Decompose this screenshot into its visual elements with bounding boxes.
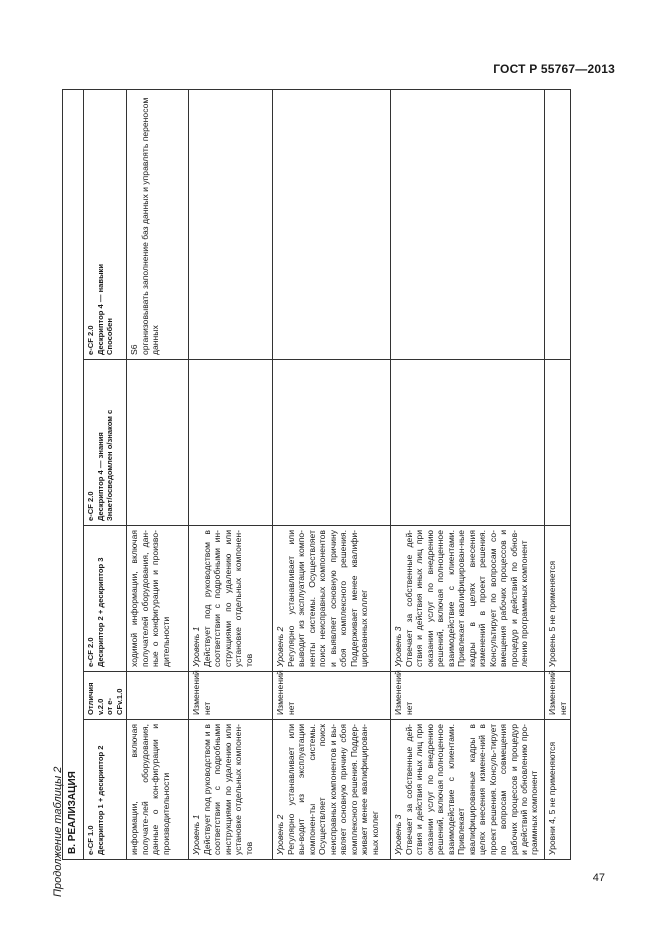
table-cell: [391, 89, 545, 359]
table-cell: [189, 720, 273, 860]
skill-code: S6: [129, 344, 140, 355]
table-cell: [127, 89, 189, 359]
table-row: [273, 89, 391, 859]
table-cell: информации, включая получате-лей оборудования, данные о кон-фигурации и производительности: [127, 720, 189, 860]
table-cell: [127, 672, 189, 720]
table-row: [189, 89, 273, 859]
table-caption: Продолжение таблицы 2: [52, 766, 64, 897]
level-label: Уровень 1: [191, 626, 202, 667]
level-text: Регулярно устанавливает или выводит из эксплуатации компо-ненты системы. Осуществляет поиск неисправных компонентов и выявляет основную причину сбоя комплексного решения. Поддерживает менее квалифи-цированных коллег: [285, 530, 370, 667]
section-row: [63, 89, 84, 859]
table-cell: Изменений нет: [545, 672, 571, 720]
table-cell: Изменений нет: [189, 672, 273, 720]
standard-header: ГОСТ Р 55767—2013: [493, 62, 615, 76]
level-text: Действует под руководством и в соответствии с подробными инструкциями по удалению или установке отдельных компонен-тов: [201, 724, 254, 855]
level-label: Уровень 3: [393, 626, 404, 667]
table-cell: Изменений нет: [391, 672, 545, 720]
table-cell: [391, 360, 545, 526]
table-cell: [189, 89, 273, 359]
level-text: Отвечает за собственные дей-ствия и действия иных лиц при оказании услуг по внедрению решений, включая полноценное взаимодействие с клиентами. Привлекает квалифицированные кадры в целях внесения измене-ний в проект решения. Консуль-тирует по вопросам совмещения рабочих процессов и процедур и действий по обновлению про-граммных компонент: [403, 724, 540, 855]
header-row: [84, 89, 127, 859]
table-cell: ходимой информации, включая получателей оборудования, дан-ные о конфигурации и произво-дительности: [127, 526, 189, 672]
column-header-2: Отличия v.2.0 от e-CFv.1.0: [84, 672, 127, 720]
table-row: [545, 89, 571, 859]
page-number: 47: [592, 872, 605, 884]
skill-text: организовывать заполнение баз данных и управлять переносом данных: [139, 97, 161, 355]
level-label: Уровень 1: [191, 814, 202, 855]
table-cell: [273, 89, 391, 359]
column-header-4: e-CF 2.0 Дескриптор 4 — знания Знает/осведомлен о/знаком с: [84, 360, 127, 526]
column-header-5: e-CF 2.0 Дескриптор 4 — навыки Способен: [84, 89, 127, 359]
level-text: Отвечает за собственные дей-ствия и действия иных лиц при оказании услуг по внедрению решений, включая полноценное взаимодействие с клиентами. Привлекает квалифицирован-ные кадры в целях внесения изменений в проект решения. Консультирует по вопросам со-вмещения рабочих процессов и процедур и действий по обнов-лению программных компонент: [403, 530, 529, 667]
level-label: Уровень 2: [275, 814, 286, 855]
table-cell: [189, 360, 273, 526]
table-cell: Уровни 4, 5 не применяются: [545, 720, 571, 860]
table-cell: [127, 360, 189, 526]
level-label: Уровень 2: [275, 626, 286, 667]
table-cell: [273, 360, 391, 526]
table-row: [391, 89, 545, 859]
table-cell: Уровень 5 не применяется: [545, 526, 571, 672]
section-title: В. РЕАЛИЗАЦИЯ: [63, 89, 84, 859]
table-cell: [545, 360, 571, 526]
table-cell: [189, 526, 273, 672]
column-header-1: e-CF 1.0 Дескриптор 1 + дескриптор 2: [84, 720, 127, 860]
rotated-table-container: [62, 90, 592, 860]
competence-table: [62, 89, 571, 860]
table-cell: [391, 526, 545, 672]
level-text: Регулярно устанавливает или вы-водит из эксплуатации компонен-ты системы. Осуществляет поиск неисправных компонентов и вы-являет основную причину сбоя комплексного решения. Поддер-живает менее квалифицирован-ных коллег: [285, 724, 380, 855]
table-cell: Изменений нет: [273, 672, 391, 720]
table-row: [127, 89, 189, 859]
level-label: Уровень 3: [393, 814, 404, 855]
table-cell: [391, 720, 545, 860]
level-text: Действует под руководством в соответствии с подробными ин-струкциями по удалению или установке отдельных компонен-тов: [201, 530, 254, 667]
column-header-3: e-CF 2.0 Дескриптор 2 + дескриптор 3: [84, 526, 127, 672]
table-cell: [545, 89, 571, 359]
table-cell: [273, 526, 391, 672]
table-cell: [273, 720, 391, 860]
